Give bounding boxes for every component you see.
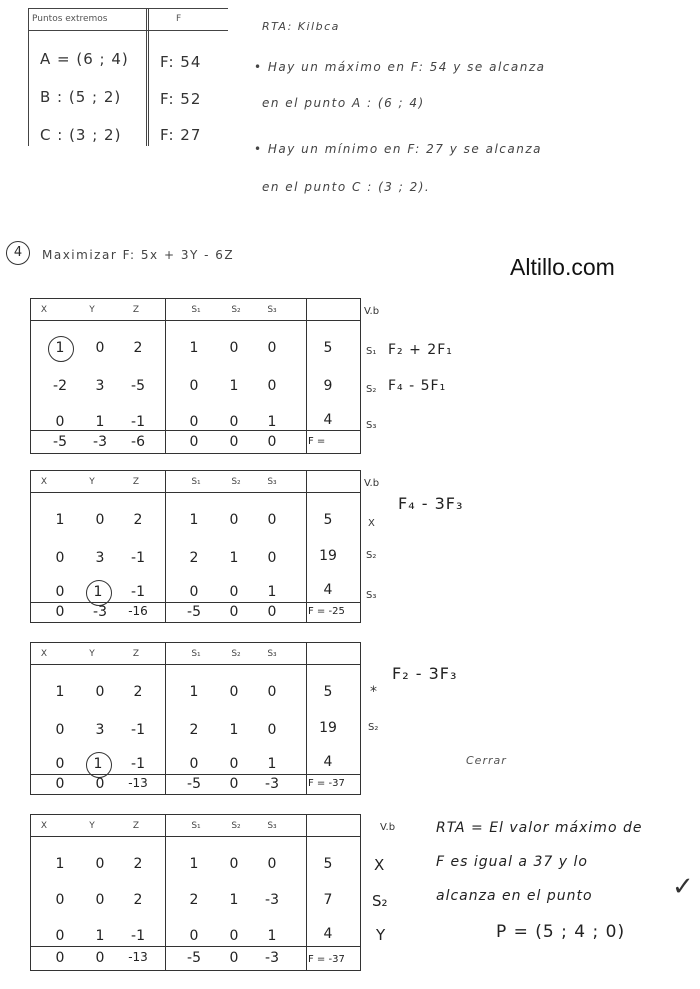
rhs-cell: 7: [323, 892, 333, 908]
f-row-cell: -3: [93, 434, 107, 450]
f-row-cell: 0: [229, 434, 239, 450]
watermark: Altillo.com: [510, 254, 615, 280]
cell: 0: [267, 722, 277, 738]
cell: -1: [131, 584, 145, 600]
rhs-cell: 5: [323, 684, 333, 700]
point-b: B : (5 ; 2): [40, 88, 122, 106]
f-row-cell: -3: [93, 604, 107, 620]
cell: 0: [267, 684, 277, 700]
header-x: X: [40, 649, 48, 659]
header-z: Z: [132, 477, 140, 487]
cell: 0: [95, 340, 105, 356]
header-s1: S₁: [191, 477, 201, 487]
header-x: X: [40, 305, 48, 315]
cell: 0: [189, 928, 199, 944]
f-row-cell: 0: [95, 776, 105, 792]
header-y: Y: [89, 821, 95, 831]
table-divider: [146, 8, 147, 146]
f-row-cell: 0: [267, 604, 277, 620]
basis-label: S₃: [366, 590, 377, 601]
basis-label: *: [370, 684, 377, 700]
simplex-tableau-2: [30, 470, 464, 628]
basis-label: S₃: [366, 420, 377, 431]
f-value-b: F: 52: [160, 90, 202, 108]
table-divider: [148, 8, 149, 146]
cell: -2: [53, 378, 67, 394]
cell: -1: [131, 722, 145, 738]
cell: 0: [229, 414, 239, 430]
cell: 2: [189, 892, 199, 908]
f-value-c: F: 27: [160, 126, 202, 144]
f-row-cell: 0: [95, 950, 105, 966]
cell: 0: [189, 756, 199, 772]
basis-label: S₂: [366, 550, 377, 561]
f-row-cell: -6: [131, 434, 145, 450]
cell: 2: [189, 722, 199, 738]
header-s1: S₁: [191, 649, 201, 659]
cell: 0: [55, 892, 65, 908]
rta-top-line3: • Hay un mínimo en F: 27 y se alcanza: [254, 142, 542, 156]
cell: 0: [229, 512, 239, 528]
cell: 0: [229, 756, 239, 772]
cell: 2: [189, 550, 199, 566]
f-row-cell: 0: [267, 434, 277, 450]
cell: 2: [133, 892, 143, 908]
points-header: Puntos extremos: [32, 14, 108, 24]
cell: 1: [95, 928, 105, 944]
row-operation: F₄ - 3F₃: [398, 494, 464, 513]
header-vb: V.b: [364, 306, 380, 317]
rhs-cell: 5: [323, 512, 333, 528]
table-border: [28, 8, 29, 146]
f-row-cell: -13: [128, 776, 148, 790]
cell: 2: [133, 512, 143, 528]
f-row-cell: -5: [187, 950, 201, 966]
cell: -1: [131, 928, 145, 944]
cell: 0: [229, 928, 239, 944]
header-s2: S₂: [231, 477, 241, 487]
rhs-cell: 4: [323, 926, 333, 942]
cell: 1: [189, 856, 199, 872]
simplex-tableau-4: [30, 814, 396, 974]
f-row-cell: 0: [55, 950, 65, 966]
f-row-cell: -3: [265, 776, 279, 792]
cell: 1: [229, 378, 239, 394]
header-y: Y: [89, 305, 95, 315]
simplex-tableau-1: [30, 298, 453, 456]
rta-top-label: RTA: Kilbca: [262, 20, 340, 33]
header-s3: S₃: [267, 649, 277, 659]
rhs-cell: 9: [323, 378, 333, 394]
rta-bottom-line3: alcanza en el punto: [436, 888, 593, 904]
cell: 0: [267, 550, 277, 566]
basis-label: Y: [376, 926, 386, 944]
rta-bottom-line1: RTA = El valor máximo de: [436, 820, 643, 836]
cell: 1: [267, 756, 277, 772]
header-vb: V.b: [380, 822, 396, 833]
cell: 1: [229, 892, 239, 908]
f-row-cell: -5: [187, 776, 201, 792]
f-row-cell: -3: [265, 950, 279, 966]
header-z: Z: [132, 821, 140, 831]
header-s3: S₃: [267, 821, 277, 831]
basis-label: X: [368, 518, 375, 529]
cell: 2: [133, 340, 143, 356]
points-table: [28, 8, 228, 146]
header-s1: S₁: [191, 305, 201, 315]
cell: 0: [189, 378, 199, 394]
f-value: F = -37: [308, 778, 345, 789]
cell: 0: [229, 856, 239, 872]
cell: 1: [55, 856, 65, 872]
cell: 0: [189, 584, 199, 600]
row-operation: F₄ - 5F₁: [388, 378, 447, 394]
cell: 0: [95, 856, 105, 872]
cell: 0: [267, 512, 277, 528]
header-s2: S₂: [231, 821, 241, 831]
cell: 3: [95, 722, 105, 738]
cell: 0: [55, 722, 65, 738]
cell: 3: [95, 550, 105, 566]
header-z: Z: [132, 305, 140, 315]
f-row-cell: -16: [128, 604, 148, 618]
point-a: A = (6 ; 4): [40, 50, 129, 68]
rhs-cell: 4: [323, 582, 333, 598]
f-row-cell: -5: [53, 434, 67, 450]
cell: 1: [189, 512, 199, 528]
cell: 1: [267, 584, 277, 600]
cell: 1: [55, 340, 65, 356]
cell: 0: [95, 684, 105, 700]
row-operation: F₂ - 3F₃: [392, 664, 458, 683]
header-x: X: [40, 477, 48, 487]
basis-label: S₂: [372, 892, 388, 910]
cell: 1: [189, 684, 199, 700]
cell: 1: [229, 722, 239, 738]
rta-top-line4: en el punto C : (3 ; 2).: [262, 180, 431, 194]
f-row-cell: 0: [55, 604, 65, 620]
cell: -1: [131, 414, 145, 430]
cell: -5: [131, 378, 145, 394]
cell: -3: [265, 892, 279, 908]
cell: 1: [93, 584, 103, 600]
header-s2: S₂: [231, 649, 241, 659]
cell: 0: [95, 892, 105, 908]
rta-bottom-line4: P = (5 ; 4 ; 0): [496, 922, 626, 942]
simplex-tableau-3: [30, 642, 507, 800]
cell: 0: [55, 928, 65, 944]
cell: 0: [229, 584, 239, 600]
f-row-cell: 0: [229, 776, 239, 792]
cell: 0: [267, 378, 277, 394]
rta-bottom-line2: F es igual a 37 y lo: [436, 854, 588, 870]
cell: 0: [95, 512, 105, 528]
rhs-cell: 5: [323, 340, 333, 356]
f-row-cell: -13: [128, 950, 148, 964]
cell: 0: [55, 584, 65, 600]
cell: 1: [229, 550, 239, 566]
header-s3: S₃: [267, 305, 277, 315]
header-x: X: [40, 821, 48, 831]
scribble: Cerrar: [466, 754, 507, 767]
header-s2: S₂: [231, 305, 241, 315]
rhs-cell: 19: [319, 548, 337, 564]
cell: 1: [55, 512, 65, 528]
header-vb: V.b: [364, 478, 380, 489]
basis-label: S₂: [366, 384, 377, 395]
table-border: [28, 8, 228, 9]
basis-label: X: [374, 856, 385, 874]
basis-label: S₁: [366, 346, 377, 357]
check-icon: ✓: [672, 872, 694, 902]
cell: 1: [267, 414, 277, 430]
cell: 2: [133, 856, 143, 872]
cell: 0: [55, 550, 65, 566]
cell: 1: [93, 756, 103, 772]
cell: 0: [229, 684, 239, 700]
cell: -1: [131, 756, 145, 772]
cell: 0: [267, 340, 277, 356]
f-value: F = -25: [308, 606, 345, 617]
cell: 1: [95, 414, 105, 430]
f-row-cell: 0: [229, 950, 239, 966]
rhs-cell: 4: [323, 754, 333, 770]
cell: -1: [131, 550, 145, 566]
f-row-cell: 0: [229, 604, 239, 620]
basis-label: S₂: [368, 722, 379, 733]
rhs-cell: 4: [323, 412, 333, 428]
rta-top-line2: en el punto A : (6 ; 4): [262, 96, 425, 110]
cell: 3: [95, 378, 105, 394]
cell: 1: [55, 684, 65, 700]
header-s1: S₁: [191, 821, 201, 831]
f-value: F = -37: [308, 954, 345, 965]
cell: 1: [267, 928, 277, 944]
cell: 0: [55, 756, 65, 772]
cell: 0: [55, 414, 65, 430]
f-row-cell: 0: [189, 434, 199, 450]
f-value: F =: [308, 436, 326, 447]
cell: 2: [133, 684, 143, 700]
f-row-cell: 0: [55, 776, 65, 792]
cell: 0: [267, 856, 277, 872]
problem-number: 4: [6, 241, 30, 265]
f-row-cell: -5: [187, 604, 201, 620]
cell: 0: [229, 340, 239, 356]
rta-top-line1: • Hay un máximo en F: 54 y se alcanza: [254, 60, 546, 74]
rhs-cell: 5: [323, 856, 333, 872]
problem-statement: Maximizar F: 5x + 3Y - 6Z: [42, 248, 235, 262]
header-s3: S₃: [267, 477, 277, 487]
point-c: C : (3 ; 2): [40, 126, 122, 144]
cell: 0: [189, 414, 199, 430]
f-value-a: F: 54: [160, 53, 202, 71]
header-y: Y: [89, 649, 95, 659]
cell: 1: [189, 340, 199, 356]
header-z: Z: [132, 649, 140, 659]
row-operation: F₂ + 2F₁: [388, 342, 453, 358]
rhs-cell: 19: [319, 720, 337, 736]
f-header: F: [176, 14, 182, 24]
header-y: Y: [89, 477, 95, 487]
table-divider: [28, 30, 228, 31]
